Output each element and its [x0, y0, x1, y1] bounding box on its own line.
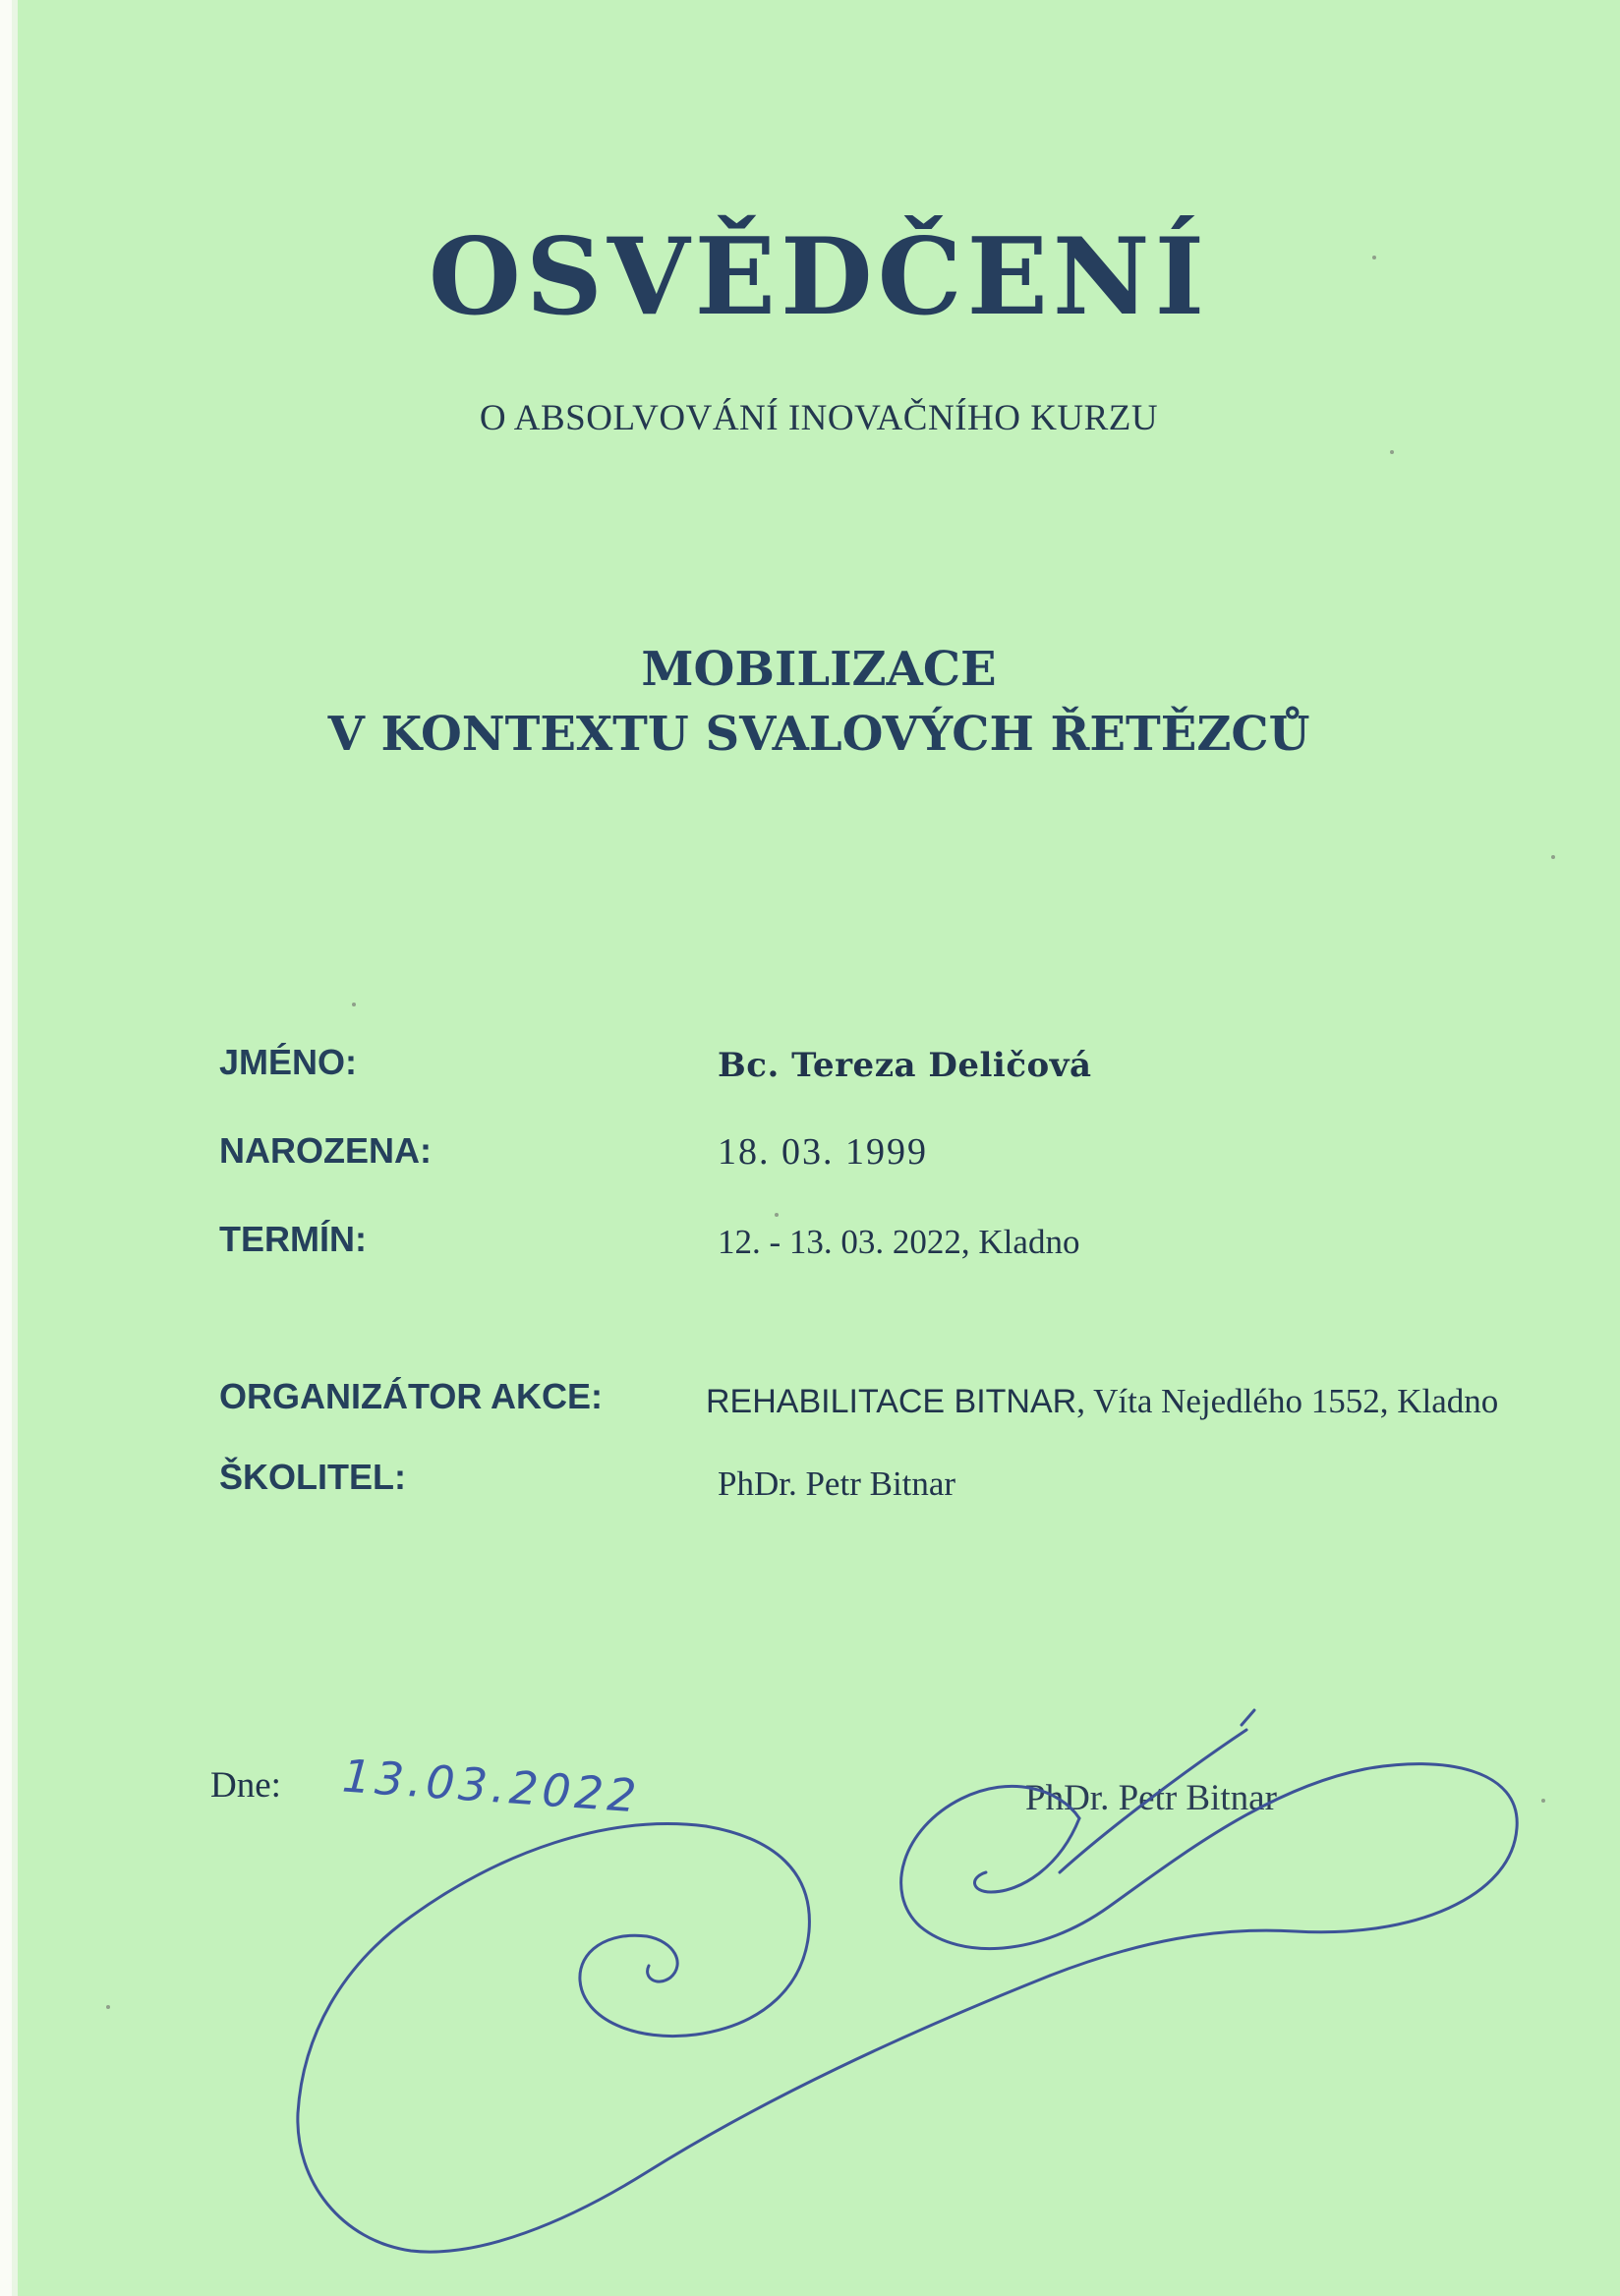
- certificate-title: OSVĚDČENÍ: [428, 215, 1210, 339]
- term-value: 12. - 13. 03. 2022, Kladno: [718, 1223, 1080, 1261]
- scan-speck: [106, 2005, 110, 2009]
- course-title-line-1: MOBILIZACE: [641, 642, 997, 697]
- birth-label: NAROZENA:: [219, 1130, 432, 1171]
- term-label: TERMÍN:: [219, 1219, 367, 1259]
- handwritten-date: 13.03.2022: [340, 1749, 642, 1823]
- scan-speck: [1551, 855, 1555, 859]
- certificate-subtitle: O ABSOLVOVÁNÍ INOVAČNÍHO KURZU: [479, 398, 1159, 438]
- trainer-value: PhDr. Petr Bitnar: [718, 1464, 956, 1503]
- scan-speck: [1372, 256, 1376, 259]
- course-title: [18, 637, 1620, 767]
- organizer-label: ORGANIZÁTOR AKCE:: [219, 1376, 603, 1416]
- organizer-address: , Víta Nejedlého 1552, Kladno: [1076, 1382, 1499, 1420]
- birth-value: 18. 03. 1999: [718, 1131, 928, 1173]
- trainer-label: ŠKOLITEL:: [219, 1457, 406, 1497]
- name-label: JMÉNO:: [219, 1042, 358, 1082]
- organizer-value: [706, 1382, 1498, 1421]
- scan-speck: [775, 1213, 779, 1217]
- scan-speck: [1390, 450, 1394, 454]
- signer-name: PhDr. Petr Bitnar: [1025, 1778, 1277, 1818]
- date-label: Dne:: [210, 1765, 281, 1806]
- scan-speck: [352, 1003, 356, 1006]
- course-title-line-2: V KONTEXTU SVALOVÝCH ŘETĚZCŮ: [327, 707, 1310, 762]
- name-value: Bc. Tereza Deličová: [718, 1046, 1092, 1085]
- organizer-name: REHABILITACE BITNAR: [706, 1383, 1077, 1420]
- certificate-sheet: [18, 0, 1620, 2296]
- scan-speck: [1541, 1799, 1545, 1803]
